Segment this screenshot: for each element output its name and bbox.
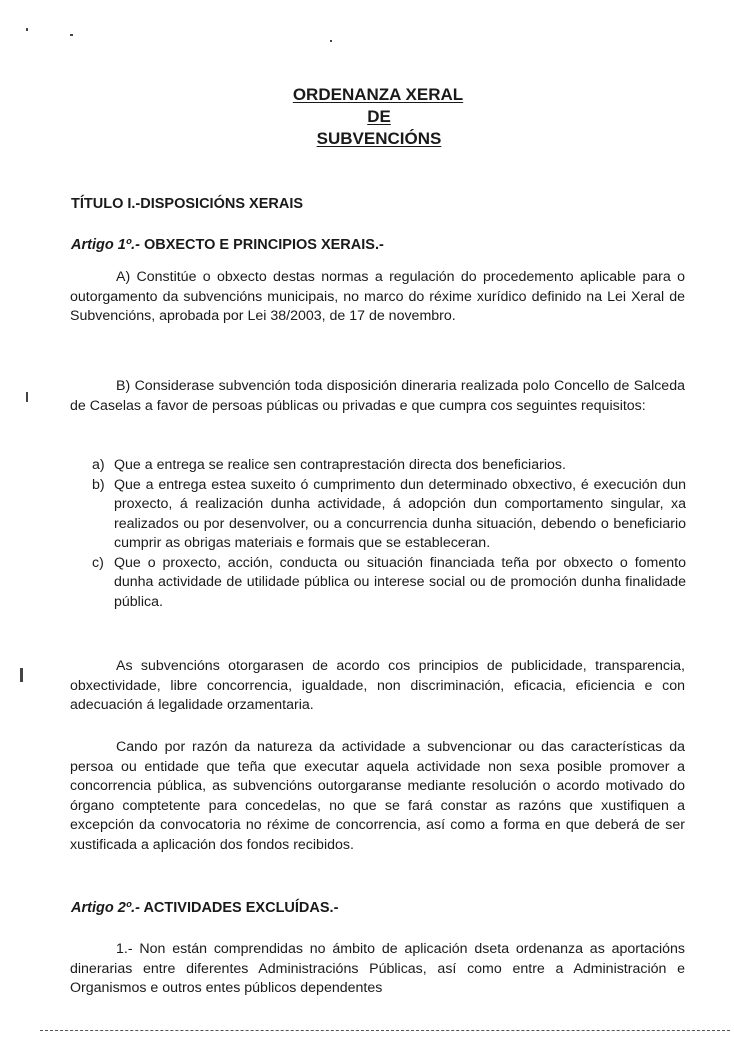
- paragraph-a: [70, 268, 685, 327]
- scan-speck: [330, 40, 332, 42]
- paragraph-art2-1-text: Non están comprendidas no ámbito de aplicación dseta ordenanza as aportacións dinerarias entre diferentes Administracións Públicas, así como entre a Administración e Organismos e outros entes públicos dependentes: [70, 941, 685, 996]
- title-line-2: DE: [367, 107, 391, 126]
- title-line-3: SUBVENCIÓNS: [316, 129, 442, 148]
- paragraph-b: [70, 377, 685, 416]
- scan-speck: [70, 34, 73, 36]
- artigo-1-heading: [71, 235, 384, 255]
- artigo-2-name: ACTIVIDADES EXCLUÍDAS.-: [143, 900, 339, 916]
- scan-speck: [26, 28, 28, 31]
- artigo-1-label: Artigo 1º.-: [71, 237, 140, 253]
- paragraph-b-lead: B): [116, 378, 131, 394]
- scan-speck: [26, 392, 28, 402]
- scan-edge-line: [40, 1030, 730, 1031]
- paragraph-art2-1: [70, 940, 685, 999]
- artigo-1-name: OBXECTO E PRINCIPIOS XERAIS.-: [143, 237, 384, 253]
- list-item-mark: a): [92, 457, 105, 473]
- requisitos-list: [92, 456, 686, 612]
- titulo-heading: TÍTULO I.-DISPOSICIÓNS XERAIS: [71, 196, 304, 212]
- artigo-2-label: Artigo 2º.-: [71, 900, 140, 916]
- paragraph-a-text: Constitúe o obxecto destas normas a regulación do procedemento aplicable para o outorgamento da subvencións municipais, no marco do réxime xurídico definido na Lei Xeral de Subvencións, aprobada por Lei 38/2003, de 17 de novembro.: [70, 269, 685, 324]
- artigo-2-heading: [71, 898, 338, 918]
- document-title: [0, 84, 734, 150]
- paragraph-b-text: Considerase subvención toda disposición dineraria realizada polo Concello de Salceda de Caselas a favor de persoas públicas ou privadas e que cumpra cos seguintes requisitos:: [70, 378, 685, 414]
- list-item: [92, 456, 686, 476]
- list-item-mark: b): [92, 476, 105, 493]
- list-item-text: Que a entrega se realice sen contraprestación directa dos beneficiarios.: [114, 457, 566, 473]
- scan-speck: [20, 668, 23, 682]
- title-line-1: ORDENANZA XERAL: [292, 85, 464, 104]
- paragraph-art2-1-lead: 1.-: [116, 941, 133, 957]
- list-item-mark: c): [92, 554, 104, 571]
- list-item: [92, 554, 686, 613]
- list-item: [92, 476, 686, 554]
- list-item-text: Que o proxecto, acción, conducta ou situación financiada teña por obxecto o fomento dunha actividade de utilidade pública ou interese social ou de promoción dunha finalidade pública.: [114, 554, 686, 610]
- paragraph-excepcion: Cando por razón da natureza da actividade a subvencionar ou das características da persoa ou entidade que teña que executar aquela actividade non sexa posible promover a concorrencia pública, as subvencións outorgaranse mediante resolución o acordo motivado do órgano comptetente para concedelas, no que se fará constar as razóns que xustifiquen a excepción da convocatoria no réxime de concorrencia, así como a forma en que deberá de ser xustificada a aplicación dos fondos recibidos.: [70, 739, 685, 853]
- paragraph-a-lead: A): [116, 269, 131, 285]
- list-item-text: Que a entrega estea suxeito ó cumprimento dun determinado obxectivo, é execución dun proxecto, á realización dunha actividade, á adopción dun comportamento singular, xa realizados ou por desenvolver, ou a concurrencia dunha situación, debendo o beneficiario cumprir as obrigas materiais e formais que se estableceran.: [114, 476, 686, 551]
- paragraph-principios: As subvencións otorgarasen de acordo cos principios de publicidade, transparencia, obxectividade, libre concorrencia, igualdade, non discriminación, eficacia, eficiencia e con adecuación á legalidade orzamentaria.: [70, 658, 685, 713]
